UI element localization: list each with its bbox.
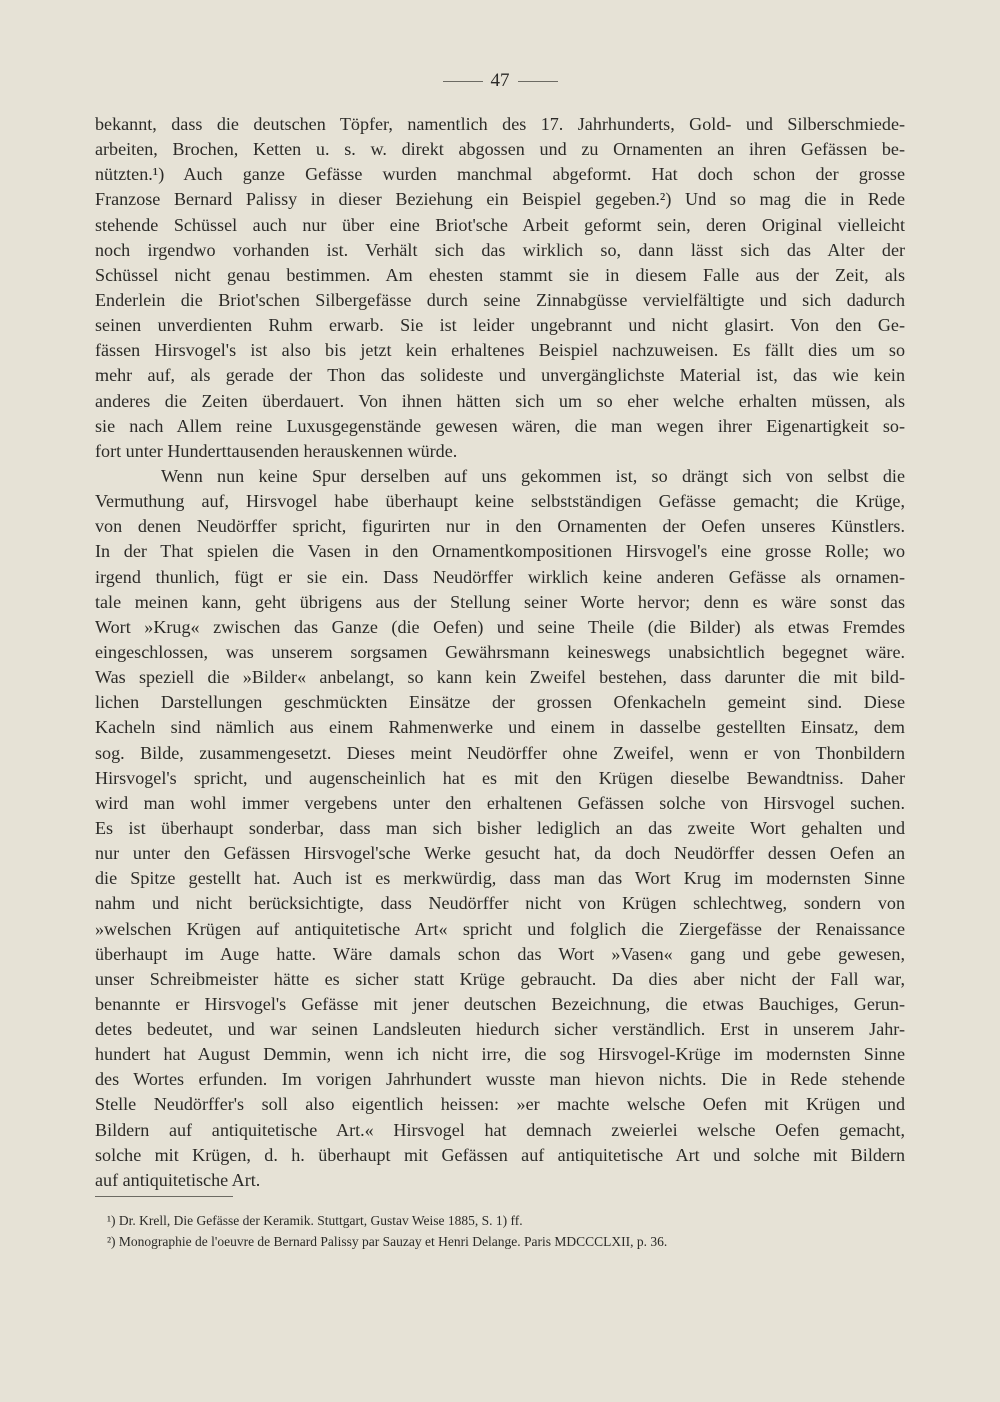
text-line: noch irgendwo vorhanden ist. Verhält sich das wirklich so, dann lässt sich das Alter der [95,239,905,260]
text-line: nützten.¹) Auch ganze Gefässe wurden manchmal abgeformt. Hat doch schon der grosse [95,164,905,185]
footnote-1: ¹) Dr. Krell, Die Gefässe der Keramik. Stuttgart, Gustav Weise 1885, S. 1) ff. [107,1213,523,1228]
text-line: stehende Schüssel auch nur über eine Briot'sche Arbeit geformt sein, deren Original vielleicht [95,214,905,235]
footnote-2: ²) Monographie de l'oeuvre de Bernard Palissy par Sauzay et Henri Delange. Paris MDCCCLXII, p. 36. [107,1234,668,1249]
text-line: sie nach Allem reine Luxusgegenstände gewesen wären, die man wegen ihrer Eigenartigkeit so- [95,415,905,436]
text-line: sog. Bilde, zusammengesetzt. Dieses meint Neudörffer ohne Zweifel, wenn er von Thonbildern [95,742,905,763]
text-line: nur unter den Gefässen Hirsvogel'sche Werke gesucht hat, da doch Neudörffer dessen Oefen an [95,843,905,864]
text-line: eingeschlossen, was unserem sorgsamen Gewährsmann keineswegs unabsichtlich begegnet wäre. [95,641,905,662]
text-line: die Spitze gestellt hat. Auch ist es merkwürdig, dass man das Wort Krug im modernsten Sinne [95,868,905,889]
text-line: auf antiquitetische Art. [95,1169,261,1190]
text-line: anderes die Zeiten überdauert. Von ihnen hätten sich um so eher welche erhalten müssen, als [95,390,905,411]
text-line: benannte er Hirsvogel's Gefässe mit jener deutschen Bezeichnung, die etwas Bauchiges, Gerun- [95,993,905,1014]
text-line: fässen Hirsvogel's ist also bis jetzt kein erhaltenes Beispiel nachzuweisen. Es fällt dies um so [95,340,905,361]
text-line: Hirsvogel's spricht, und augenscheinlich hat es mit den Krügen dieselbe Bewandtniss. Daher [95,767,905,788]
text-line: von denen Neudörffer spricht, figurirten nur in den Ornamenten der Oefen unseres Künstlers. [95,516,905,537]
text-line: nahm und nicht berücksichtigte, dass Neudörffer nicht von Krügen schlechtweg, sondern von [95,893,905,914]
text-line: »welschen Krügen auf antiquitetische Art« spricht und folglich die Ziergefässe der Renaissance [95,918,905,939]
text-line: lichen Darstellungen geschmückten Einsätze der grossen Ofenkacheln gemeint sind. Diese [95,692,905,713]
text-line: des Wortes erfunden. Im vorigen Jahrhundert wusste man hievon nichts. Die in Rede stehende [95,1069,905,1090]
page-header [0,70,1000,92]
text-line: Bildern auf antiquitetische Art.« Hirsvogel hat demnach zweierlei welsche Oefen gemacht, [95,1119,905,1140]
text-line: solche mit Krügen, d. h. überhaupt mit Gefässen auf antiquitetische Art und solche mit Bildern [95,1144,905,1165]
text-line: detes bedeutet, und war seinen Landsleuten hiedurch sicher verständlich. Erst in unserem Jahr- [95,1019,905,1040]
text-line: mehr auf, als gerade der Thon das solideste und unvergänglichste Material ist, das wie kein [95,365,905,386]
text-line: Vermuthung auf, Hirsvogel habe überhaupt keine selbstständigen Gefässe gemacht; die Krüge, [95,491,905,512]
header-rule-right [518,81,558,82]
text-line: Kacheln sind nämlich aus einem Rahmenwerke und einem in dasselbe gestellten Einsatz, dem [95,717,905,738]
text-line: Es ist überhaupt sonderbar, dass man sich bisher lediglich an das zweite Wort gehalten und [95,817,905,838]
text-line: wird man wohl immer vergebens unter den erhaltenen Gefässen solche von Hirsvogel suchen. [95,792,905,813]
text-line: unser Schreibmeister hätte es sicher statt Krüge gebraucht. Da dies aber nicht der Fall war, [95,968,905,989]
text-line: Franzose Bernard Palissy in dieser Beziehung ein Beispiel gegeben.²) Und so mag die in Rede [95,189,905,210]
text-line: Stelle Neudörffer's soll also eigentlich heissen: »er machte welsche Oefen mit Krügen und [95,1094,905,1115]
footnote-separator [95,1196,233,1197]
page-number: 47 [490,70,510,91]
text-line: tale meinen kann, geht übrigens aus der Stellung seiner Worte hervor; denn es wäre sonst das [95,591,905,612]
text-line: irgend thunlich, fügt er sie ein. Dass Neudörffer wirklich keine anderen Gefässe als ornamen- [95,566,905,587]
header-rule-left [443,81,483,82]
text-line: In der That spielen die Vasen in den Ornamentkompositionen Hirsvogel's eine grosse Rolle; wo [95,541,905,562]
text-line: Enderlein die Briot'schen Silbergefässe durch seine Zinnabgüsse vervielfältigte und sich dadurch [95,289,905,310]
text-line: überhaupt im Auge hatte. Wäre damals schon das Wort »Vasen« gang und gebe gewesen, [95,943,905,964]
text-line: Wenn nun keine Spur derselben auf uns gekommen ist, so drängt sich von selbst die [161,465,905,486]
footnotes [107,1210,907,1252]
text-line: seinen unverdienten Ruhm erwarb. Sie ist leider ungebrannt und nicht glasirt. Von den Ge- [95,315,905,336]
text-line: fort unter Hunderttausenden herauskennen würde. [95,440,458,461]
text-line: hundert hat August Demmin, wenn ich nicht irre, die sog Hirsvogel-Krüge im modernsten Sinne [95,1044,905,1065]
text-line: Was speziell die »Bilder« anbelangt, so kann kein Zweifel bestehen, dass darunter die mit bild- [95,667,905,688]
text-line: Schüssel nicht genau bestimmen. Am ehesten stammt sie in diesem Falle aus der Zeit, als [95,264,905,285]
text-line: arbeiten, Brochen, Ketten u. s. w. direkt abgossen und zu Ornamenten an ihren Gefässen be- [95,139,905,160]
body-text [95,112,905,1193]
text-line: bekannt, dass die deutschen Töpfer, namentlich des 17. Jahrhunderts, Gold- und Silberschmiede- [95,114,905,134]
text-line: Wort »Krug« zwischen das Ganze (die Oefen) und seine Theile (die Bilder) als etwas Fremdes [95,616,905,637]
